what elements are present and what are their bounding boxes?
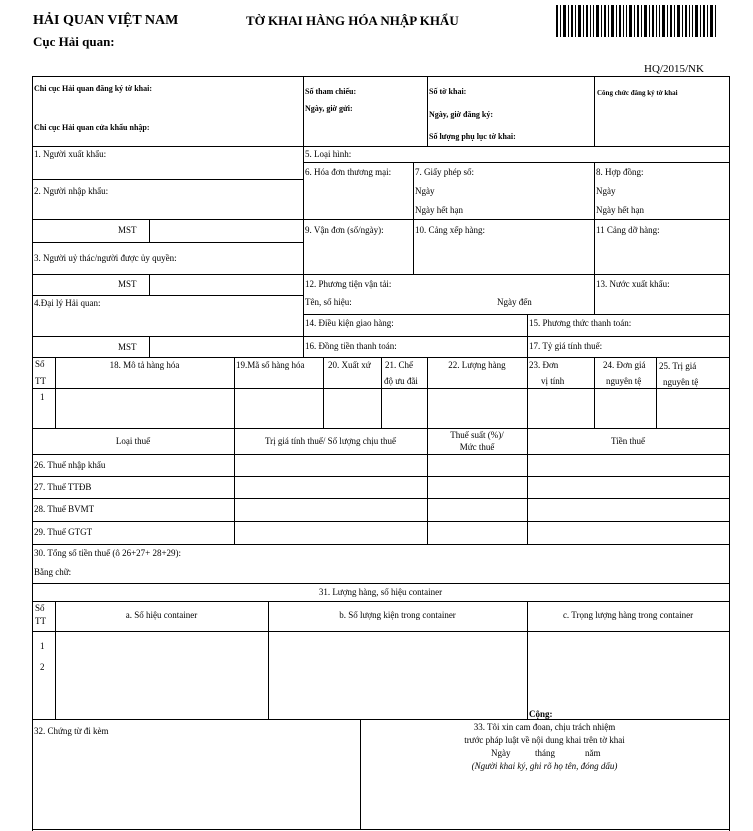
sent-time-label: Ngày, giờ gửi: (305, 104, 353, 113)
customs-dept-label: Cục Hải quan: (33, 34, 115, 49)
field-33-declaration-line2: trước pháp luật về nội dung khai trên tờ khai (464, 735, 625, 745)
tax-row-29: 29. Thuế GTGT (34, 527, 93, 537)
container-col-a: a. Số hiệu container (125, 610, 198, 620)
tax-row-28: 28. Thuế BVMT (34, 504, 95, 514)
tax-col-rate-line2: Mức thuế (459, 442, 495, 452)
mst-label-1: MST (118, 225, 137, 235)
field-15-payment-method: 15. Phương thức thanh toán: (529, 318, 632, 328)
field-2-importer: 2. Người nhập khẩu: (34, 186, 109, 196)
mst-label-2: MST (118, 279, 137, 289)
goods-col-22: 22. Lượng hàng (448, 360, 506, 370)
container-total: Cộng: (529, 709, 553, 719)
field-7-date: Ngày (415, 186, 435, 196)
ref-no-label: Số tham chiếu: (305, 87, 357, 96)
tax-col-type: Loại thuế (115, 436, 151, 446)
field-8-contract: 8. Hợp đồng: (596, 167, 644, 177)
container-row-2-no: 2 (40, 662, 45, 672)
tax-col-rate-line1: Thuế suất (%)/ (450, 430, 504, 440)
goods-row-1-no: 1 (40, 392, 45, 402)
form-code: HQ/2015/NK (644, 63, 704, 75)
decl-no-label: Số tờ khai: (429, 87, 467, 96)
goods-col-19: 19.Mã số hàng hóa (236, 360, 305, 370)
field-1-exporter: 1. Người xuất khẩu: (34, 149, 107, 159)
field-9-bill: 9. Vận đơn (số/ngày): (305, 225, 384, 235)
goods-col-23-line1: 23. Đơn (529, 360, 559, 370)
goods-col-24-line1: 24. Đơn giá (603, 360, 646, 370)
mst-label-3: MST (118, 342, 137, 352)
field-33-month: tháng (535, 748, 555, 758)
field-16-currency: 16. Đồng tiền thanh toán: (305, 341, 397, 351)
field-33-year: năm (585, 748, 601, 758)
field-14-delivery: 14. Điều kiện giao hàng: (305, 318, 394, 328)
goods-col-18: 18. Mô tả hàng hóa (109, 360, 180, 370)
field-4-agent: 4.Đại lý Hải quan: (34, 298, 101, 308)
field-3-entrusted: 3. Người uỷ thác/người được ủy quyền: (34, 253, 177, 263)
branch-gate-label: Chi cục Hải quan cửa khẩu nhập: (34, 123, 150, 132)
goods-col-no-1: Số (35, 359, 45, 369)
field-33-day: Ngày (491, 748, 511, 758)
field-7-expiry: Ngày hết hạn (415, 205, 463, 215)
goods-col-21-line2: độ ưu đãi (384, 376, 418, 386)
goods-col-20: 20. Xuất xứ (328, 360, 371, 370)
field-11-discharge-port: 11 Cảng dỡ hàng: (596, 225, 660, 235)
field-13-export-country: 13. Nước xuất khẩu: (596, 279, 670, 289)
reg-time-label: Ngày, giờ đăng ký: (429, 110, 493, 119)
field-17-exchange-rate: 17. Tỷ giá tính thuế: (529, 341, 603, 351)
container-col-b: b. Số lượng kiện trong container (339, 610, 456, 620)
goods-col-23-line2: vị tính (541, 376, 565, 386)
appendix-count-label: Số lượng phụ lục tờ khai: (429, 132, 516, 141)
field-12-arrival: Ngày đến (497, 297, 532, 307)
field-10-loading-port: 10. Cảng xếp hàng: (415, 225, 485, 235)
tax-row-30-total: 30. Tổng số tiền thuế (ô 26+27+ 28+29): (34, 548, 182, 558)
container-col-no-1: Số (35, 603, 45, 613)
field-8-expiry: Ngày hết hạn (596, 205, 644, 215)
goods-col-25-line2: nguyên tệ (663, 377, 699, 387)
tax-col-amount: Tiền thuế (611, 436, 645, 446)
goods-col-21-line1: 21. Chế (385, 360, 413, 370)
org-name: HẢI QUAN VIỆT NAM (33, 13, 179, 28)
field-12-name: Tên, số hiệu: (305, 297, 352, 307)
branch-register-label: Chi cục Hải quan đăng ký tờ khai: (34, 84, 153, 93)
tax-row-27: 27. Thuế TTĐB (34, 482, 92, 492)
field-5-type: 5. Loại hình: (305, 149, 352, 159)
goods-col-24-line2: nguyên tệ (606, 376, 642, 386)
container-col-no-2: TT (35, 616, 46, 626)
tax-in-words: Bằng chữ: (34, 567, 72, 577)
goods-col-no-2: TT (35, 376, 46, 386)
officer-label: Công chức đăng ký tờ khai (597, 89, 678, 97)
field-32-attachments: 32. Chứng từ đi kèm (34, 726, 109, 736)
container-row-1-no: 1 (40, 641, 45, 651)
field-7-license: 7. Giấy phép số: (415, 167, 474, 177)
field-33-signature: (Người khai ký, ghi rõ họ tên, đóng dấu) (471, 761, 618, 771)
form-title: TỜ KHAI HÀNG HÓA NHẬP KHẨU (246, 13, 459, 28)
field-8-date: Ngày (596, 186, 616, 196)
tax-col-value: Trị giá tính thuế/ Số lượng chịu thuế (264, 436, 397, 446)
container-col-c: c. Trọng lượng hàng trong container (562, 610, 694, 620)
field-12-transport: 12. Phương tiện vận tải: (305, 279, 392, 289)
field-33-declaration-line1: 33. Tôi xin cam đoan, chịu trách nhiệm (473, 722, 616, 732)
container-title: 31. Lượng hàng, số hiệu container (318, 587, 443, 597)
field-6-invoice: 6. Hóa đơn thương mại: (305, 167, 392, 177)
goods-col-25-line1: 25. Trị giá (659, 361, 697, 371)
tax-row-26: 26. Thuế nhập khẩu (34, 460, 106, 470)
barcode-graphic (556, 5, 716, 37)
